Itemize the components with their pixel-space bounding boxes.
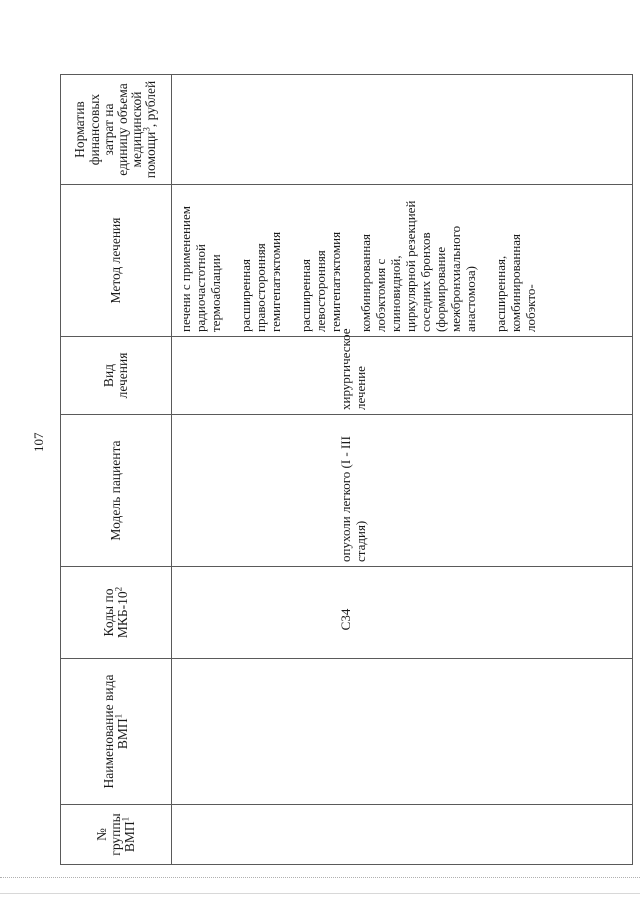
cell-group-no [172,805,633,865]
page-number: 107 [31,432,46,452]
cell-treatment-type: хирургическое лечение [172,337,633,415]
cell-patient-model: опухоли легкого (I - III стадия) [172,415,633,567]
header-group-no: № группы ВМП$^1$ [61,805,172,865]
table-header-row [61,75,172,865]
vmp-table [60,74,633,865]
header-icd-codes: Коды по МКБ-$10^2$ [61,567,172,659]
footer-dotted-rule [0,877,640,878]
method-entry: расширенная, комбинированная лобэкто- [493,233,538,332]
method-entry: комбинированная лобэктомия с клиновидной, циркулярной резекцией соседних бронхов (формирование межбронхиального анастомоза) [358,200,478,332]
cell-treatment-method [172,185,633,337]
table-row [172,75,633,865]
vmp-table-container [60,75,633,865]
header-treatment-type: Вид лечения [61,337,172,415]
method-entry: печени с применением радиочастотной термоаблации [178,206,223,332]
header-vmp-name: Наименование вида ВМП$^1$ [61,659,172,805]
method-entry: расширенная правосторонняя гемигепатэктомия [238,231,283,332]
header-patient-model: Модель пациента [61,415,172,567]
method-entry: расширенная левосторонняя гемигепатэктомия [298,231,343,332]
cell-vmp-name [172,659,633,805]
header-cost-norm: Норматив финансовых затрат на единицу объема медицинской помощи$^3$, рублей [61,75,172,185]
cell-cost-norm [172,75,633,185]
scan-edge-line [0,893,640,894]
header-treatment-method: Метод лечения [61,185,172,337]
cell-icd-code: С34 [172,567,633,659]
